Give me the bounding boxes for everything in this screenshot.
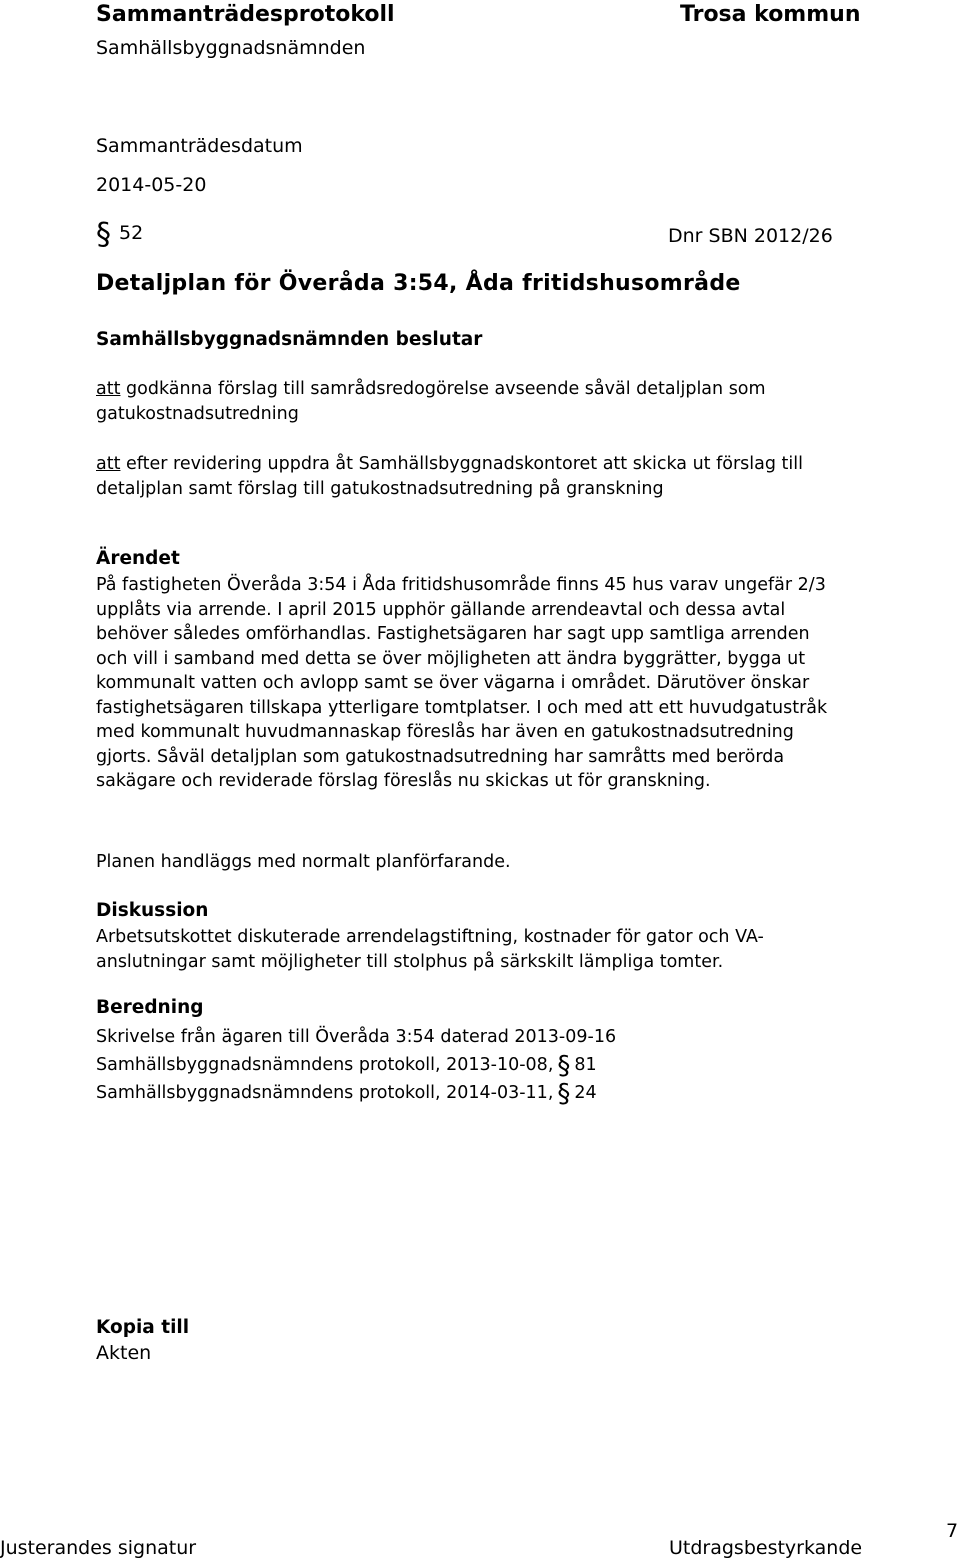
arendet-line: På fastigheten Överåda 3:54 i Åda fritidshusområde finns 45 hus varav ungefär 2/3 xyxy=(96,575,826,595)
arendet-line: med kommunalt huvudmannaskap föreslås har även en gatukostnadsutredning xyxy=(96,722,794,742)
kopia-recipient: Akten xyxy=(96,1342,152,1364)
arendet-line: sakägare och reviderade förslag föreslås nu skickas ut för granskning. xyxy=(96,771,711,791)
plan-procedure: Planen handläggs med normalt planförfarande. xyxy=(96,852,511,872)
diskussion-line: Arbetsutskottet diskuterade arrendelagstiftning, kostnader för gator och VA- xyxy=(96,927,764,947)
diskussion-text xyxy=(96,925,764,974)
kopia-heading: Kopia till xyxy=(96,1317,190,1338)
beredning-line-3 xyxy=(96,1079,597,1109)
arendet-line: fastighetsägaren tillskapa ytterligare tomtplatser. I och med att ett huvudgatustråk xyxy=(96,697,828,718)
beredning-line-3-text: Samhällsbyggnadsnämndens protokoll, 2014-03-11, xyxy=(96,1083,554,1103)
diskussion-heading: Diskussion xyxy=(96,900,209,921)
document-type: Sammanträdesprotokoll xyxy=(96,2,395,27)
item-title: Detaljplan för Överåda 3:54, Åda fritidshusområde xyxy=(96,271,741,296)
arendet-line: behöver således omförhandlas. Fastighetsägaren har sagt upp samtliga arrenden xyxy=(96,624,810,644)
beredning-line-2-number: 81 xyxy=(574,1055,597,1075)
committee-name: Samhällsbyggnadsnämnden xyxy=(96,37,366,59)
decision-point-1-line-1: godkänna förslag till samrådsredogörelse avseende såväl detaljplan som xyxy=(126,379,766,399)
diary-number: Dnr SBN 2012/26 xyxy=(668,225,833,247)
att-keyword: att xyxy=(96,379,121,399)
municipality-name: Trosa kommun xyxy=(680,2,861,27)
arendet-line: upplåts via arrende. I april 2015 upphör gällande arrendeavtal och dessa avtal xyxy=(96,599,786,620)
signature-label: Justerandes signatur xyxy=(0,1537,197,1559)
beredning-heading: Beredning xyxy=(96,997,204,1018)
paragraph-symbol: § xyxy=(96,217,111,252)
beredning-line-2-text: Samhällsbyggnadsnämndens protokoll, 2013-10-08, xyxy=(96,1055,554,1075)
arendet-heading: Ärendet xyxy=(96,548,180,569)
arendet-line: gjorts. Såväl detaljplan som gatukostnadsutredning har samråtts med berörda xyxy=(96,746,785,767)
paragraph-symbol: § xyxy=(557,1079,571,1109)
meeting-date: 2014-05-20 xyxy=(96,174,207,196)
item-number xyxy=(96,217,144,252)
meeting-date-label: Sammanträdesdatum xyxy=(96,135,303,157)
page-number: 7 xyxy=(946,1520,959,1542)
decision-point-1 xyxy=(96,377,766,426)
beredning-line-1: Skrivelse från ägaren till Överåda 3:54 daterad 2013-09-16 xyxy=(96,1027,617,1047)
arendet-line: och vill i samband med detta se över möjligheten att ändra byggrätter, bygga ut xyxy=(96,648,806,669)
beredning-line-2 xyxy=(96,1051,597,1081)
decision-heading: Samhällsbyggnadsnämnden beslutar xyxy=(96,329,483,350)
beredning-line-3-number: 24 xyxy=(574,1083,597,1103)
extract-certification-label: Utdragsbestyrkande xyxy=(669,1537,863,1559)
diskussion-line: anslutningar samt möjligheter till stolphus på särkskilt lämpliga tomter. xyxy=(96,951,724,972)
arendet-line: kommunalt vatten och avlopp samt se över vägarna i området. Därutöver önskar xyxy=(96,673,810,693)
decision-point-2-line-2: detaljplan samt förslag till gatukostnadsutredning på granskning xyxy=(96,478,664,499)
att-keyword: att xyxy=(96,454,121,474)
decision-point-2 xyxy=(96,452,803,501)
decision-point-1-line-2: gatukostnadsutredning xyxy=(96,403,299,424)
arendet-text xyxy=(96,573,827,794)
item-number-value: 52 xyxy=(119,222,144,244)
paragraph-symbol: § xyxy=(557,1051,571,1081)
decision-point-2-line-1: efter revidering uppdra åt Samhällsbyggnadskontoret att skicka ut förslag till xyxy=(126,454,803,474)
